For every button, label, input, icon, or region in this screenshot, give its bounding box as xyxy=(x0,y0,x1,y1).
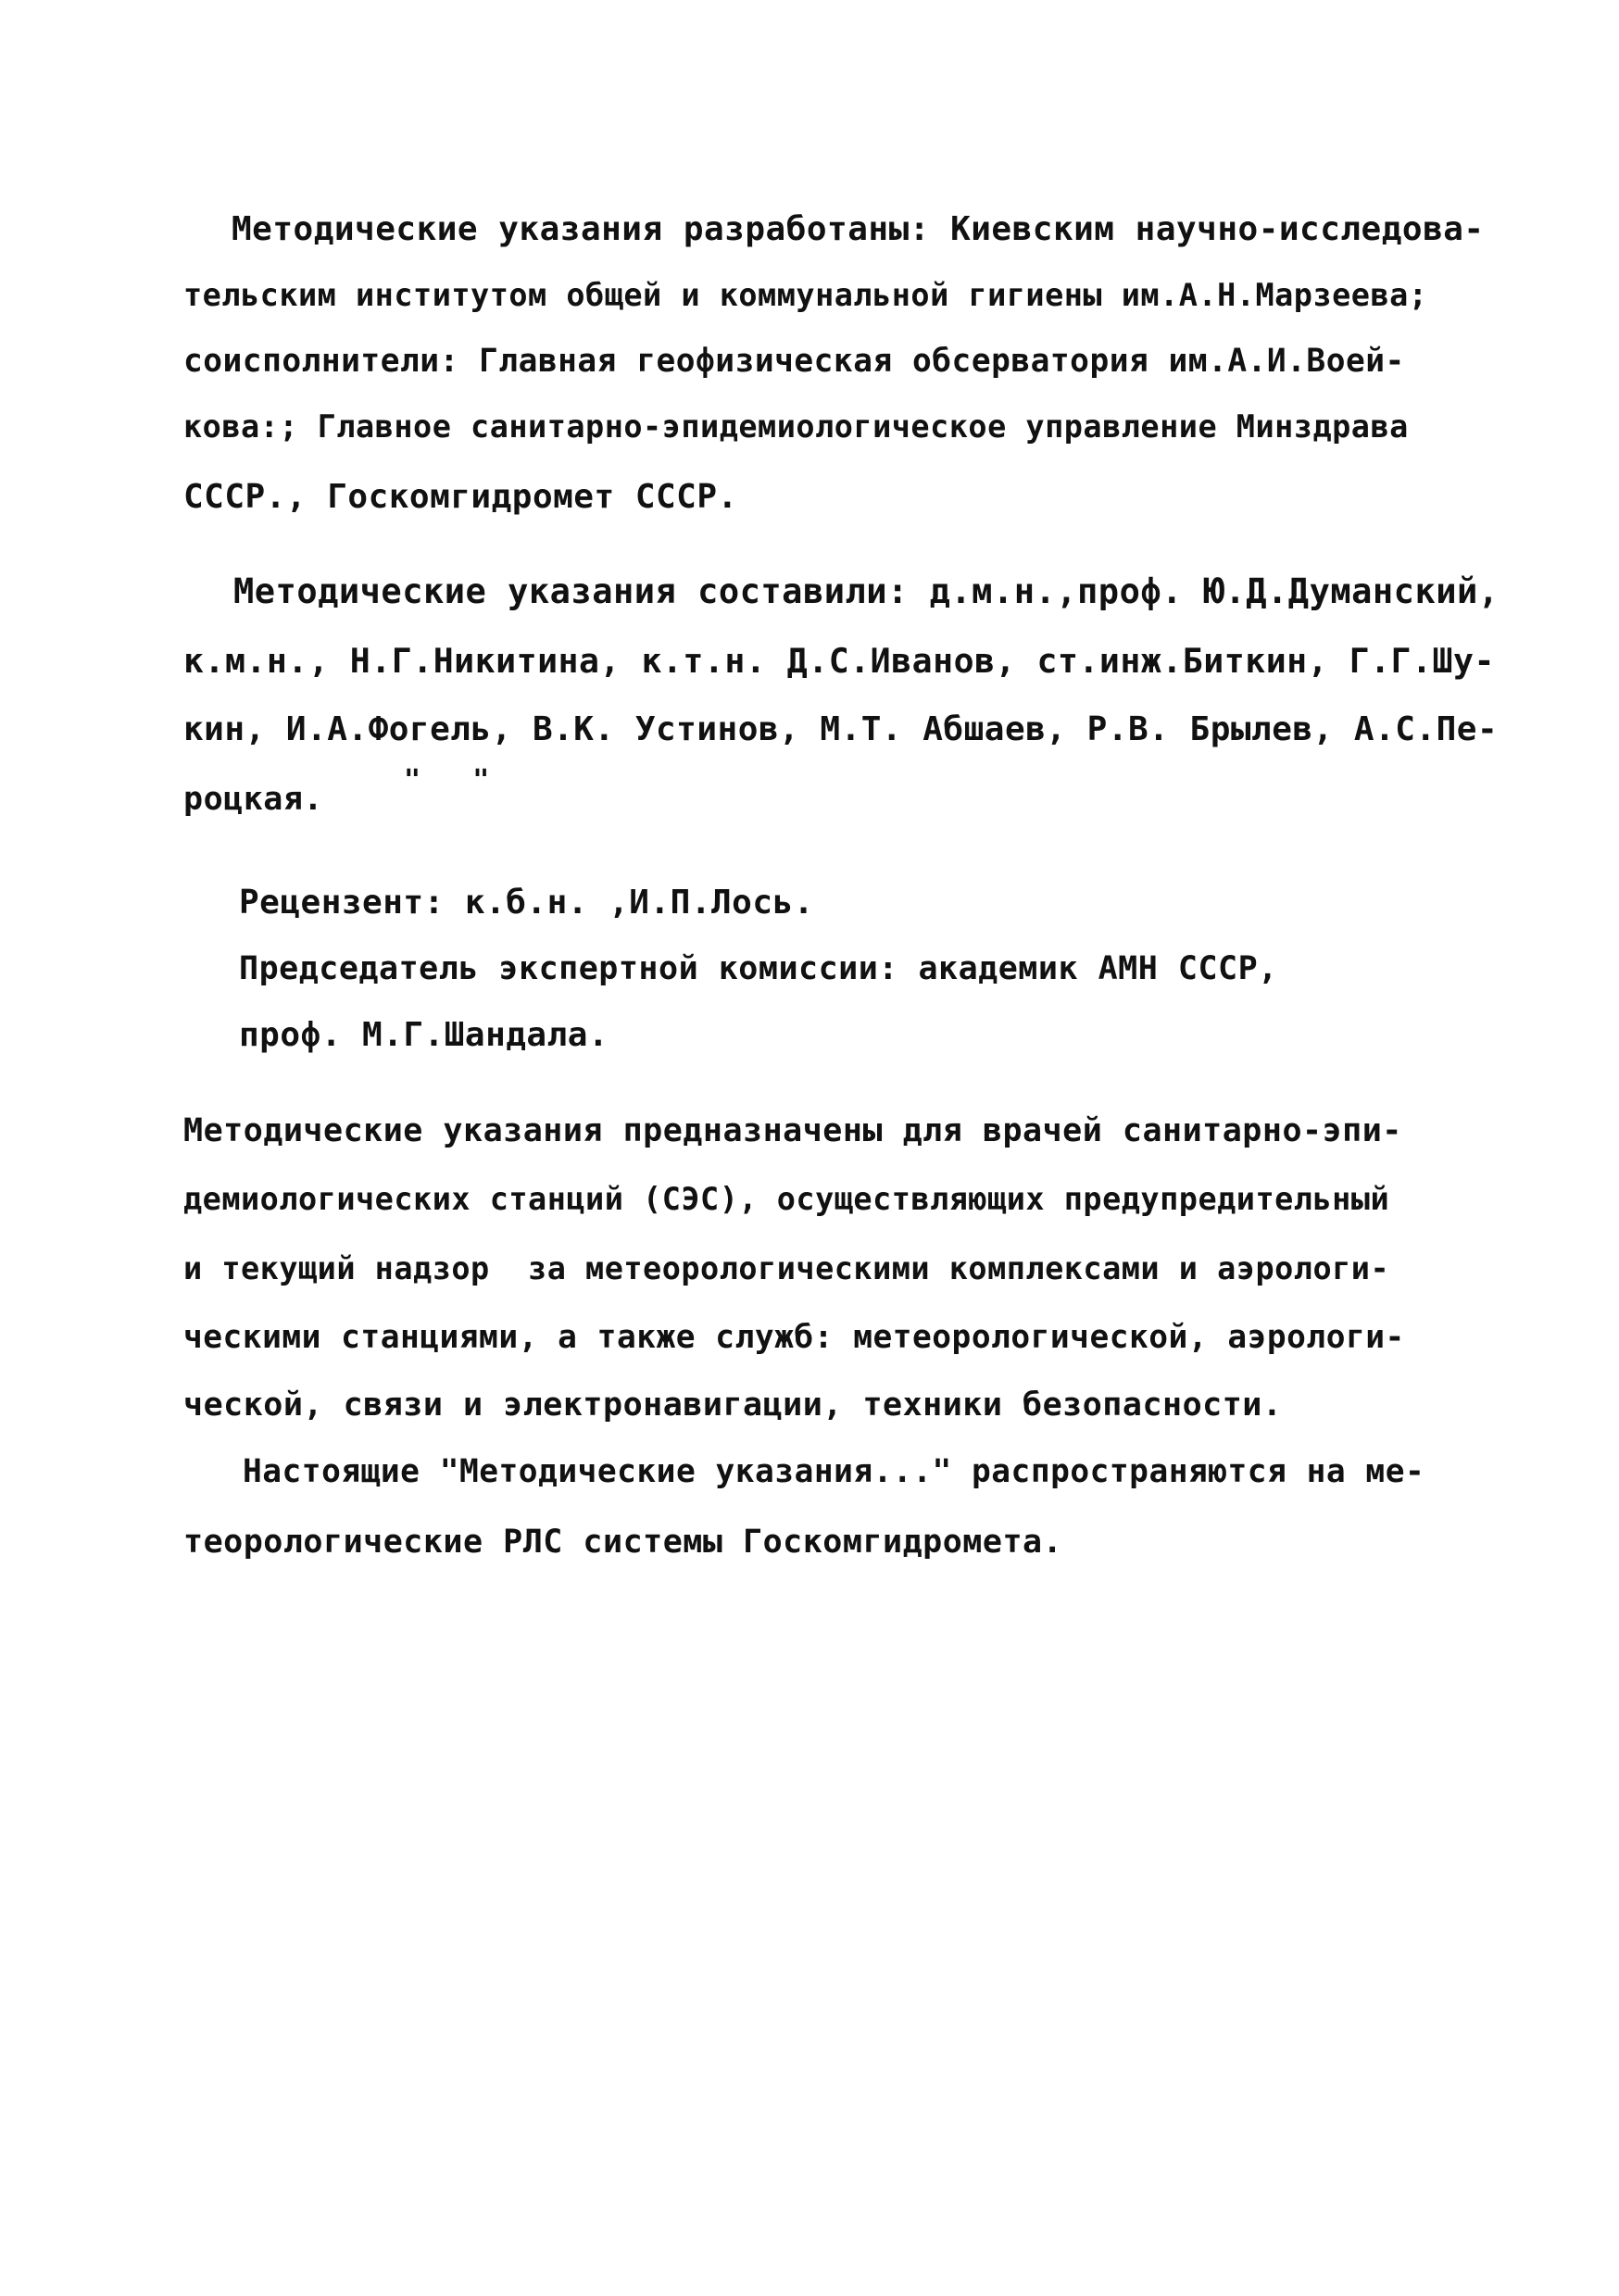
text-line: ческой, связи и электронавигации, техники безопасности. xyxy=(183,1386,1283,1424)
text-line: Методические указания предназначены для врачей санитарно-эпи- xyxy=(183,1112,1402,1149)
text-line: и текущий надзор за метеорологическими комплексами и аэрологи- xyxy=(183,1250,1390,1286)
text-line: кова:; Главное санитарно-эпидемиологическое управление Минздрава xyxy=(183,408,1409,445)
text-line: роцкая. xyxy=(183,781,324,818)
text-line: тельским институтом общей и коммунальной гигиены им.А.Н.Марзеева; xyxy=(183,277,1428,313)
text-line: Настоящие "Методические указания..." распространяются на ме- xyxy=(243,1453,1425,1490)
text-line: проф. М.Г.Шандала. xyxy=(239,1016,609,1054)
text-line: к.м.н., Н.Г.Никитина, к.т.н. Д.С.Иванов, ст.инж.Биткин, Г.Г.Шу- xyxy=(183,641,1495,681)
text-line: Председатель экспертной комиссии: академик АМН СССР, xyxy=(239,950,1278,987)
text-line: Рецензент: к.б.н. ,И.П.Лось. xyxy=(239,884,814,922)
text-line: демиологических станций (СЭС), осуществляющих предупредительный xyxy=(183,1181,1390,1217)
text-line: СССР., Госкомгидромет СССР. xyxy=(183,478,738,516)
text-line: Методические указания разработаны: Киевским научно-исследова- xyxy=(232,210,1485,248)
text-line: кин, И.А.Фогель, В.К. Устинов, М.Т. Абшаев, Р.В. Брылев, А.С.Пе- xyxy=(183,710,1499,748)
text-line: теорологические РЛС системы Госкомгидромета. xyxy=(183,1524,1063,1561)
text-line: Методические указания составили: д.м.н.,проф. Ю.Д.Думанский, xyxy=(233,571,1500,611)
text-line: соисполнители: Главная геофизическая обсерватория им.А.И.Воей- xyxy=(183,343,1405,380)
text-line: ческими станциями, а также служб: метеорологической, аэрологи- xyxy=(183,1319,1405,1356)
ditto-marks: " " xyxy=(404,764,490,797)
